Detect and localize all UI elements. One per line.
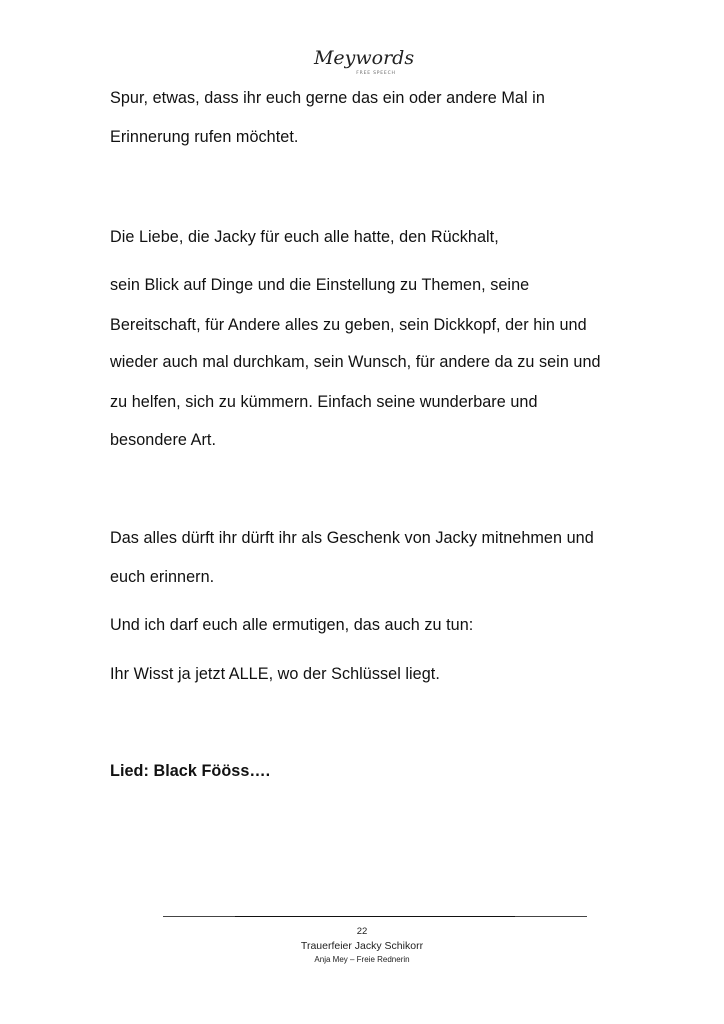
body-line-8: besondere Art. bbox=[110, 431, 216, 449]
page-number: 22 bbox=[356, 926, 368, 937]
logo-graphic bbox=[313, 44, 415, 78]
song-heading: Lied: Black Fööss…. bbox=[110, 762, 271, 780]
body-line-10: euch erinnern. bbox=[110, 568, 215, 586]
meywords-logo bbox=[313, 44, 415, 78]
body-line-11: Und ich darf euch alle ermutigen, das auch zu tun: bbox=[110, 616, 474, 634]
body-line-5: Bereitschaft, für Andere alles zu geben, sein Dickkopf, der hin und bbox=[110, 316, 587, 334]
body-line-12: Ihr Wisst ja jetzt ALLE, wo der Schlüssel liegt. bbox=[110, 665, 440, 683]
body-line-9: Das alles dürft ihr dürft ihr als Geschenk von Jacky mitnehmen und bbox=[110, 529, 594, 547]
logo-tagline: FREE SPEECH bbox=[356, 71, 396, 76]
logo-wordmark: Meywords bbox=[313, 47, 415, 69]
body-line-7: zu helfen, sich zu kümmern. Einfach seine wunderbare und bbox=[110, 393, 538, 411]
footer-rule-right bbox=[515, 916, 587, 917]
footer-subtitle: Anja Mey – Freie Rednerin bbox=[314, 955, 410, 964]
body-line-1: Spur, etwas, dass ihr euch gerne das ein oder andere Mal in bbox=[110, 89, 545, 107]
body-line-6: wieder auch mal durchkam, sein Wunsch, für andere da zu sein und bbox=[110, 353, 601, 371]
footer-rule-center bbox=[235, 916, 515, 917]
body-line-2: Erinnerung rufen möchtet. bbox=[110, 128, 299, 146]
footer-rule-left bbox=[163, 916, 235, 917]
body-line-4: sein Blick auf Dinge und die Einstellung zu Themen, seine bbox=[110, 276, 530, 294]
body-line-3: Die Liebe, die Jacky für euch alle hatte, den Rückhalt, bbox=[110, 228, 499, 246]
footer-title: Trauerfeier Jacky Schikorr bbox=[300, 940, 424, 952]
